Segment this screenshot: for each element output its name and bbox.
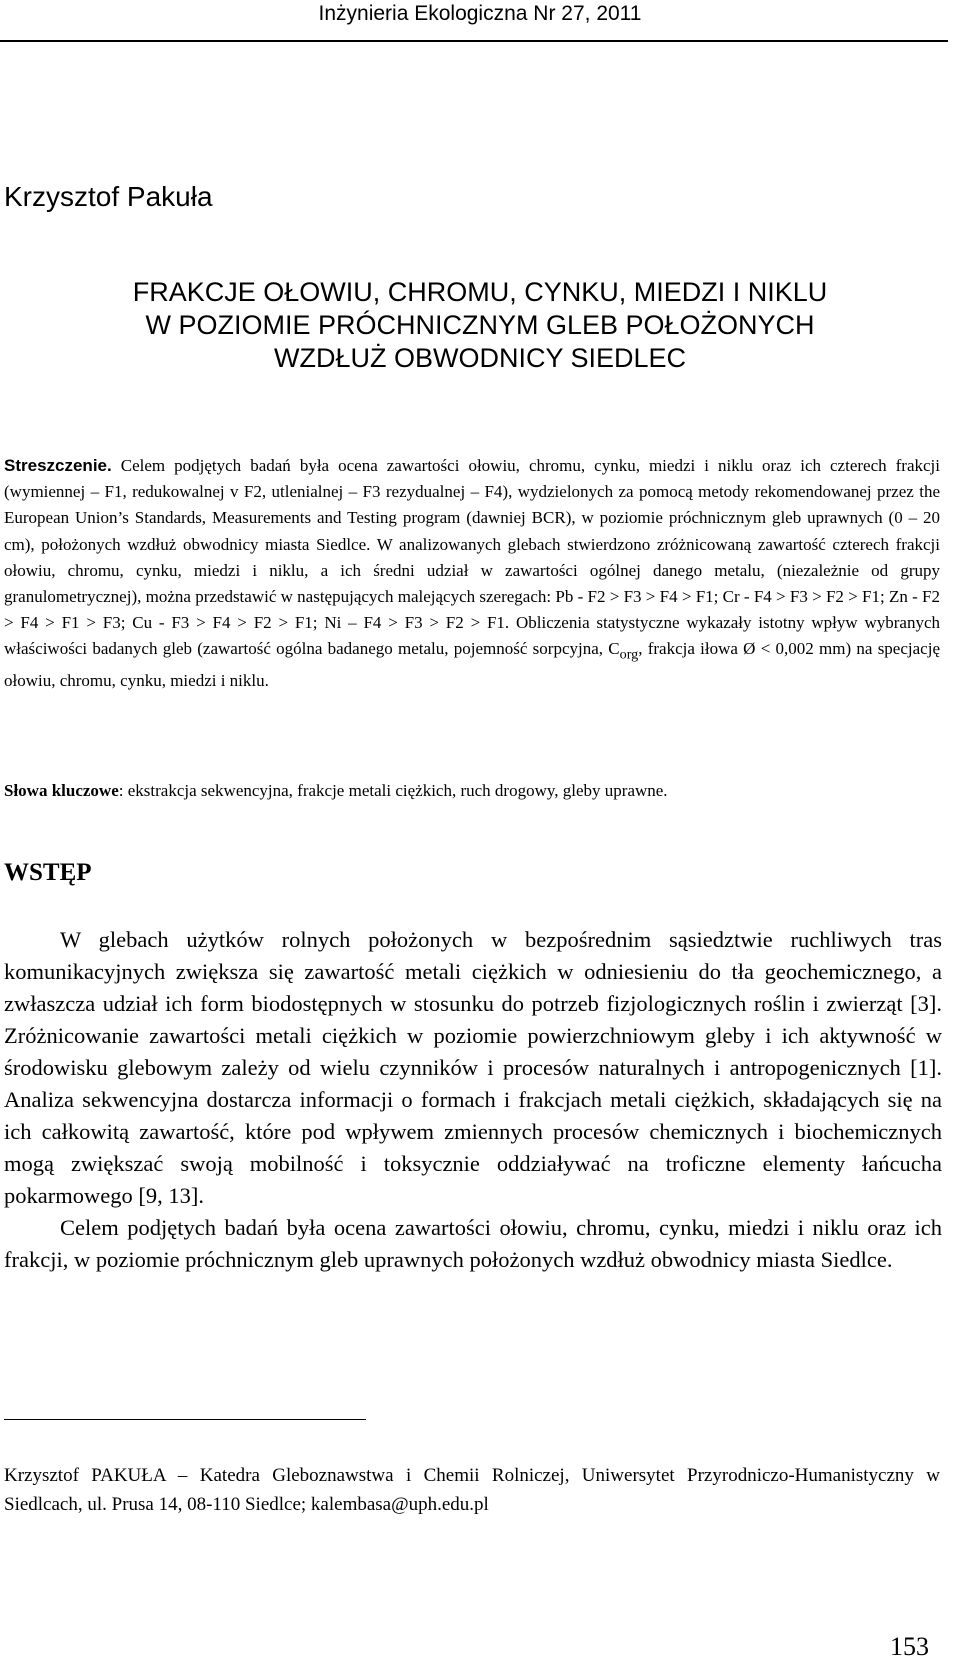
abstract-text: Celem podjętych badań była ocena zawartości ołowiu, chromu, cynku, miedzi i niklu oraz ich czterech frakcji (wymiennej – F1, redukowalnej v F2, utlenialnej – F3 rezydualnej – F4), wydzielonych za pomocą metody rekomendowanej przez the European Union’s Standards, Measurements and Testing program (dawniej BCR), w poziomie próchnicznym gleb uprawnych (0 – 20 cm), położonych wzdłuż obwodnicy miasta Siedlce. W analizowanych glebach stwierdzono zróżnicowaną zawartość czterech frakcji ołowiu, chromu, cynku, miedzi i niklu, a ich średni udział w zawartości ogólnej danego metalu, (niezależnie od grupy granulometrycznej), można przedstawić w następujących malejących szeregach: Pb - F2 > F3 > F4 > F1; Cr - F4 > F3 > F2 > F1; Zn - F2 > F4 > F1 > F3; Cu - F3 > F4 > F2 > F1; Ni – F4 > F3 > F2 > F1. Obliczenia statystyczne wykazały istotny wpływ wybranych właściwości badanych gleb (zawartość ogólna badanego metalu, pojemność sorpcyjna, C [4,456,940,659]
footnote-rule [4,1419,366,1420]
keywords [4,778,940,804]
author-name: Krzysztof Pakuła [4,181,213,212]
keywords-text: : ekstrakcja sekwencyjna, frakcje metali ciężkich, ruch drogowy, gleby uprawne. [118,781,668,800]
body-text [4,924,942,1276]
paragraph: Celem podjętych badań była ocena zawartości ołowiu, chromu, cynku, miedzi i niklu oraz ich frakcji, w poziomie próchnicznym gleb uprawnych położonych wzdłuż obwodnicy miasta Siedlce. [4,1215,942,1272]
abstract-text-end: , frakcja iłowa Ø < 0,002 mm) na specjację ołowiu, chromu, cynku, miedzi i niklu. [4,639,940,691]
paper-title [0,276,960,375]
page-number: 153 [890,1632,929,1661]
keywords-label: Słowa kluczowe [4,781,119,800]
abstract [4,453,940,694]
header-rule [0,40,948,42]
section-heading: WSTĘP [4,859,92,886]
abstract-subscript: org [619,646,639,663]
footnote: Krzysztof PAKUŁA – Katedra Gleboznawstwa i Chemii Rolniczej, Uniwersytet Przyrodniczo-Humanistyczny w Siedlcach, ul. Prusa 14, 08-110 Siedlce; kalembasa@uph.edu.pl [4,1465,940,1515]
title-line: W POZIOMIE PRÓCHNICZNYM GLEB POŁOŻONYCH [145,310,815,340]
paragraph: W glebach użytków rolnych położonych w bezpośrednim sąsiedztwie ruchliwych tras komunikacyjnych zwiększa się zawartość metali ciężkich w odniesieniu do tła geochemicznego, a zwłaszcza udział ich form biodostępnych w stosunku do potrzeb fizjologicznych roślin i zwierząt [3]. Zróżnicowanie zawartości metali ciężkich w poziomie powierzchniowym gleby i ich aktywność w środowisku glebowym zależy od wielu czynników i procesów naturalnych i antropogenicznych [1]. Analiza sekwencyjna dostarcza informacji o formach i frakcjach metali ciężkich, składających się na ich całkowitą zawartość, które pod wpływem zmiennych procesów chemicznych i biochemicznych mogą zwiększać swoją mobilność i toksycznie oddziaływać na troficzne elementy łańcucha pokarmowego [9, 13]. [4,927,942,1208]
title-line: WZDŁUŻ OBWODNICY SIEDLEC [273,343,687,373]
journal-header: Inżynieria Ekologiczna Nr 27, 2011 [318,2,642,25]
abstract-label: Streszczenie. [4,456,112,475]
title-line: FRAKCJE OŁOWIU, CHROMU, CYNKU, MIEDZI I NIKLU [132,277,828,307]
